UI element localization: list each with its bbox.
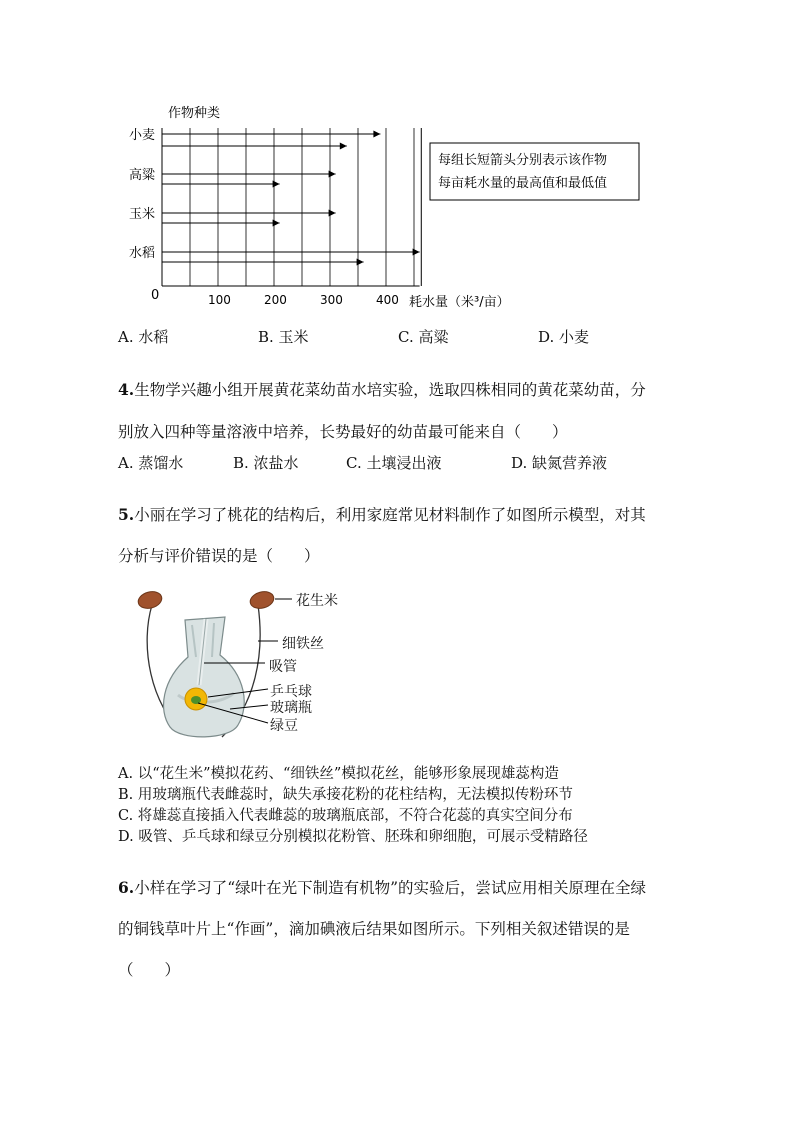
left-peanut	[136, 589, 163, 611]
water-consumption-chart	[0, 0, 794, 320]
arrowhead-min-3	[357, 259, 364, 266]
mung-bean	[191, 696, 201, 704]
label-peanut: 花生米	[296, 593, 338, 609]
legend-text-line2: 每亩耗水量的最高值和最低值	[438, 176, 608, 191]
q5-option-c[interactable]: C. 将雄蕊直接插入代表雌蕊的玻璃瓶底部，不符合花蕊的真实空间分布	[118, 808, 573, 824]
q5-option-b[interactable]: B. 用玻璃瓶代表雌蕊时，缺失承接花粉的花柱结构，无法模拟传粉环节	[118, 787, 573, 803]
q5-number: 5.	[118, 505, 135, 524]
peach-flower-model-figure	[130, 585, 380, 750]
q4-option-d[interactable]: D. 缺氮营养液	[511, 454, 608, 472]
q5-option-d[interactable]: D. 吸管、乒乓球和绿豆分别模拟花粉管、胚珠和卵细胞，可展示受精路径	[118, 829, 588, 845]
q3-option-b[interactable]: B. 玉米	[258, 328, 309, 346]
q3-option-c[interactable]: C. 高粱	[398, 328, 449, 346]
label-iron-wire: 细铁丝	[282, 636, 324, 652]
label-glass-bottle: 玻璃瓶	[270, 700, 312, 716]
q6-number: 6.	[118, 878, 135, 897]
q5-stem-line1: 5.小丽在学习了桃花的结构后，利用家庭常见材料制作了如图所示模型，对其	[118, 505, 646, 524]
y-axis-title: 作物种类	[168, 106, 221, 121]
x-tick-label-200: 200	[264, 293, 287, 307]
q4-option-b[interactable]: B. 浓盐水	[233, 454, 299, 472]
x-tick-label-400: 400	[376, 293, 399, 307]
q3-option-a[interactable]: A. 水稻	[118, 328, 169, 346]
category-label-0: 小麦	[129, 128, 156, 143]
q4-option-c[interactable]: C. 土壤浸出液	[346, 454, 442, 472]
legend-text-line1: 每组长短箭头分别表示该作物	[438, 153, 608, 168]
q6-stem-line1: 6.小样在学习了“绿叶在光下制造有机物”的实验后，尝试应用相关原理在全绿	[118, 878, 647, 897]
arrowhead-min-1	[273, 181, 280, 188]
x-axis-title: 耗水量（米³/亩）	[409, 295, 510, 310]
arrowhead-max-2	[329, 210, 336, 217]
q5-option-a[interactable]: A. 以“花生米”模拟花药、“细铁丝”模拟花丝，能够形象展现雄蕊构造	[118, 766, 559, 782]
origin-label: 0	[151, 288, 160, 303]
category-label-3: 水稻	[129, 246, 156, 261]
q6-stem-line3: （ ）	[118, 961, 181, 979]
arrowhead-max-0	[373, 131, 380, 138]
q4-option-a[interactable]: A. 蒸馏水	[118, 454, 184, 472]
q3-option-d[interactable]: D. 小麦	[538, 328, 590, 346]
q4-number: 4.	[118, 380, 135, 399]
label-ping-pong-ball: 乒乓球	[270, 684, 312, 700]
q4-stem-line1: 4.生物学兴趣小组开展黄花菜幼苗水培实验，选取四株相同的黄花菜幼苗，分	[118, 380, 646, 399]
label-straw: 吸管	[269, 659, 297, 675]
category-label-1: 高粱	[129, 168, 156, 183]
arrowhead-min-0	[340, 143, 347, 150]
category-label-2: 玉米	[129, 207, 156, 222]
q5-stem-line2: 分析与评价错误的是（ ）	[118, 547, 320, 565]
q6-stem-line2: 的铜钱草叶片上“作画”，滴加碘液后结果如图所示。下列相关叙述错误的是	[118, 920, 630, 938]
arrowhead-max-1	[329, 171, 336, 178]
x-tick-label-100: 100	[208, 293, 231, 307]
arrowhead-max-3	[413, 249, 420, 256]
x-tick-label-300: 300	[320, 293, 343, 307]
legend-box	[430, 143, 639, 200]
q4-stem-line2: 别放入四种等量溶液中培养，长势最好的幼苗最可能来自（ ）	[118, 423, 568, 441]
arrowhead-min-2	[273, 220, 280, 227]
label-mung-bean: 绿豆	[270, 718, 298, 734]
right-peanut	[248, 589, 275, 611]
